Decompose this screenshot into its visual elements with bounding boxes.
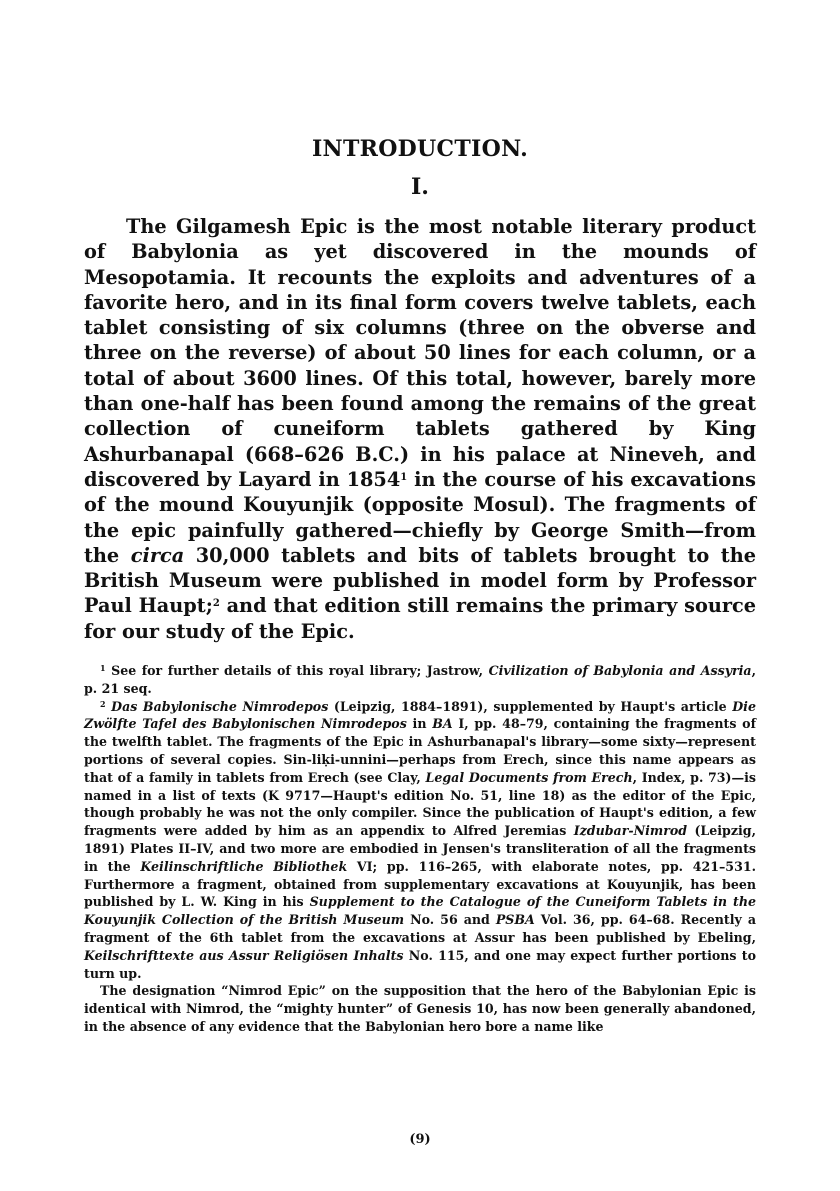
footnote-2-text-9: No. 115, and one may expect further portions to turn up. bbox=[84, 947, 756, 981]
footnote-2-italic-8: PSBA bbox=[495, 912, 535, 928]
footnote-2-italic-4: Legal Documents from Erech bbox=[425, 769, 633, 785]
footnote-2-italic-9: Keilschrifttexte aus Assur Religiösen Inhalts bbox=[84, 947, 404, 963]
footnote-2-text-5: (Leipzig, 1891) Plates II–IV, and two more are embodied in Jensen's transliteration of all the fragments in the bbox=[84, 823, 756, 874]
footnote-2-text-6: VI; pp. 116–265, with elaborate notes, pp. 421–531. Furthermore a fragment, obtained from supplementary excavations at Kouyunjik, has been published by L. W. King in his bbox=[84, 858, 756, 910]
footnote-1-tail: , p. 21 seq. bbox=[84, 663, 756, 696]
footnote-2-text-8: Vol. 36, pp. 64–68. Recently a fragment of the 6th tablet from the excavations at Assur has been published by Ebeling, bbox=[84, 912, 756, 945]
footnote-2-text-4: , Index, p. 73)—is named in a list of texts (K 9717—Haupt's edition No. 51, line 18) as the editor of the Epic, though probably he was not the only compiler. Since the publication of Haupt's edition, a few fragments were added by him as an appendix to Alfred Jeremias bbox=[84, 769, 756, 839]
page-title: INTRODUCTION. bbox=[311, 136, 529, 162]
section-numeral: I. bbox=[411, 174, 429, 200]
footnote-2-italic-1: Das Babylonische Nimrodepos bbox=[111, 698, 329, 714]
footnote-2 bbox=[84, 698, 756, 983]
footnote-2-italic-7: Supplement to the Catalogue of the Cuneiform Tablets in the Kouyunjik Collection of the British Museum bbox=[84, 894, 757, 928]
main-paragraph bbox=[84, 214, 756, 644]
footnote-2-italic-3: BA bbox=[432, 716, 453, 732]
footnote-1-text: See for further details of this royal library; Jastrow, bbox=[105, 663, 489, 679]
footnote-ref-1: 1 bbox=[400, 471, 408, 483]
footnote-1-italic: Civilization of Babylonia and Assyria bbox=[488, 663, 752, 679]
footnote-2-italic-2: Die Zwölfte Tafel des Babylonischen Nimrodepos bbox=[84, 698, 756, 732]
paragraph-text-2: in the course of his excavations of the mound Kouyunjik (opposite Mosul). The fragments of the epic painfully gathered—chiefly by George Smith—from the bbox=[84, 467, 756, 567]
page-number: (9) bbox=[409, 1132, 431, 1147]
footnote-1-mark: 1 bbox=[100, 663, 106, 674]
footnote-2-text-2: in bbox=[406, 716, 433, 732]
footnote-2-mark: 2 bbox=[100, 698, 106, 709]
footnote-2-text-7: No. 56 and bbox=[404, 912, 496, 928]
footnote-ref-2: 2 bbox=[212, 598, 220, 610]
footnote-2-text-1: (Leipzig, 1884–1891), supplemented by Haupt's article bbox=[328, 698, 733, 714]
paragraph-text-3: 30,000 tablets and bits of tablets brought to the British Museum were published in model form by Professor Paul Haupt; bbox=[84, 543, 757, 618]
paragraph-italic-circa: circa bbox=[130, 543, 185, 567]
paragraph-text-4: and that edition still remains the primary source for our study of the Epic. bbox=[84, 594, 756, 643]
footnote-1 bbox=[84, 662, 756, 698]
paragraph-text-1: The Gilgamesh Epic is the most notable literary product of Babylonia as yet discovered in the mounds of Mesopotamia. It recounts the exploits and adventures of a favorite hero, and in its final form covers twelve tablets, each tablet consisting of six columns (three on the obverse and three on the reverse) of about 50 lines for each column, or a total of about 3600 lines. Of this total, however, barely more than one-half has been found among the remains of the great collection of cuneiform tablets gathered by King Ashurbanapal (668–626 B.C.) in his palace at Nineveh, and discovered by Layard in 1854 bbox=[84, 215, 756, 491]
footnote-2-text-3: I, pp. 48–79, containing the fragments of the twelfth tablet. The fragments of the Epic in Ashurbanapal's library—some sixty—represent portions of several copies. Sin-liḳi-unnini—perhaps from Erech, since this name appears as that of a family in tablets from Erech (see Clay, bbox=[84, 716, 757, 785]
footnote-spacer bbox=[84, 644, 756, 662]
footnote-2-italic-6: Keilinschriftliche Bibliothek bbox=[140, 858, 348, 874]
footnote-continuation: The designation “Nimrod Epic” on the supposition that the hero of the Babylonian Epic is identical with Nimrod, the “mighty hunter” of Genesis 10, has now been generally abandoned, in the absence of any evidence that the Babylonian hero bore a name like bbox=[84, 983, 756, 1034]
footnote-2-italic-5: Izdubar-Nimrod bbox=[573, 823, 688, 839]
page-content bbox=[84, 136, 756, 1036]
